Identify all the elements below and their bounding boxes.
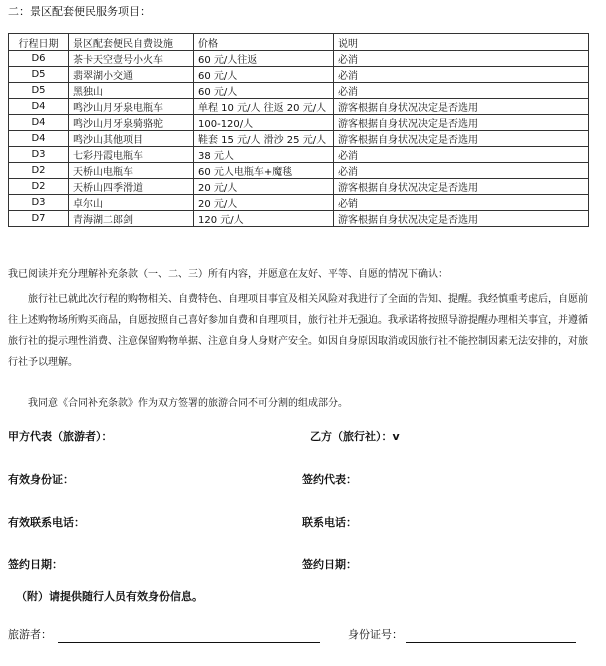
cell-price: 20 元/人 <box>194 179 334 195</box>
cell-note: 游客根据自身状况决定是否选用 <box>334 131 589 147</box>
cell-note: 必消 <box>334 67 589 83</box>
cell-facility: 天桥山电瓶车 <box>69 163 194 179</box>
table-row <box>9 83 589 99</box>
cell-price: 60 元/人往返 <box>194 51 334 67</box>
date-b-label: 签约日期： <box>302 558 357 571</box>
cell-price: 120 元/人 <box>194 211 334 227</box>
table-row <box>9 67 589 83</box>
confirmation-body: 旅行社已就此次行程的购物相关、自费特色、自理项目事宜及相关风险对我进行了全面的告知、提醒。我经慎重考虑后，自愿前往上述购物场所购买商品，自愿按照自己喜好参加自费和自理项目，旅行社并无强迫。我承诺将按照导游提醒办理相关事宜，并遵循旅行社的提示理性消费、注意保留购物单据、注意自身人身财产安全。如因自身原因取消或因旅行社不能控制因素无法安排的，对旅行社予以理解。 <box>8 294 588 368</box>
table-row <box>9 211 589 227</box>
cell-price: 鞋套 15 元/人 滑沙 25 元/人 <box>194 131 334 147</box>
cell-date: D4 <box>9 115 69 131</box>
cell-note: 游客根据自身状况决定是否选用 <box>334 99 589 115</box>
cell-date: D5 <box>9 83 69 99</box>
services-table <box>8 33 589 227</box>
phone-a-label: 有效联系电话： <box>8 516 85 529</box>
cell-note: 游客根据自身状况决定是否选用 <box>334 179 589 195</box>
section-title: 二：景区配套便民服务项目： <box>8 5 151 18</box>
cell-note: 游客根据自身状况决定是否选用 <box>334 211 589 227</box>
cell-facility: 鸣沙山其他项目 <box>69 131 194 147</box>
id-number-label: 身份证号： <box>348 628 403 641</box>
attachment-note: （附）请提供随行人员有效身份信息。 <box>16 590 203 603</box>
cell-note: 必消 <box>334 163 589 179</box>
header-date: 行程日期 <box>9 34 69 51</box>
cell-date: D6 <box>9 51 69 67</box>
table-row <box>9 131 589 147</box>
cell-facility: 黑独山 <box>69 83 194 99</box>
cell-date: D4 <box>9 131 69 147</box>
cell-facility: 茶卡天空壹号小火车 <box>69 51 194 67</box>
party-b-label: 乙方（旅行社）：v <box>310 430 400 443</box>
party-a-label: 甲方代表（旅游者）： <box>8 430 113 443</box>
cell-date: D3 <box>9 195 69 211</box>
cell-price: 60 元人电瓶车+魔毯 <box>194 163 334 179</box>
cell-date: D3 <box>9 147 69 163</box>
cell-date: D2 <box>9 163 69 179</box>
table-row <box>9 163 589 179</box>
cell-facility: 鸣沙山月牙泉电瓶车 <box>69 99 194 115</box>
cell-facility: 卓尔山 <box>69 195 194 211</box>
cell-facility: 鸣沙山月牙泉骑骆驼 <box>69 115 194 131</box>
table-row <box>9 179 589 195</box>
header-facility: 景区配套便民自费设施 <box>69 34 194 51</box>
cell-facility: 七彩丹霞电瓶车 <box>69 147 194 163</box>
table-row <box>9 195 589 211</box>
cell-price: 单程 10 元/人 往返 20 元/人 <box>194 99 334 115</box>
agreement-statement: 我同意《合同补充条款》作为双方签署的旅游合同不可分割的组成部分。 <box>28 398 348 409</box>
table-row <box>9 99 589 115</box>
traveler-signature-line[interactable] <box>58 642 320 643</box>
sign-rep-label: 签约代表： <box>302 473 357 486</box>
header-price: 价格 <box>194 34 334 51</box>
table-header-row <box>9 34 589 51</box>
cell-facility: 天桥山四季滑道 <box>69 179 194 195</box>
table-row <box>9 115 589 131</box>
cell-price: 20 元/人 <box>194 195 334 211</box>
table-row <box>9 51 589 67</box>
cell-date: D4 <box>9 99 69 115</box>
cell-note: 必消 <box>334 83 589 99</box>
traveler-label: 旅游者： <box>8 628 52 641</box>
cell-date: D2 <box>9 179 69 195</box>
table-row <box>9 147 589 163</box>
cell-date: D5 <box>9 67 69 83</box>
cell-facility: 翡翠湖小交通 <box>69 67 194 83</box>
cell-note: 必消 <box>334 51 589 67</box>
cell-price: 60 元/人 <box>194 83 334 99</box>
cell-price: 38 元人 <box>194 147 334 163</box>
id-number-line[interactable] <box>406 642 576 643</box>
cell-price: 60 元/人 <box>194 67 334 83</box>
id-card-label: 有效身份证： <box>8 473 74 486</box>
cell-facility: 青海湖二郎剑 <box>69 211 194 227</box>
header-note: 说明 <box>334 34 589 51</box>
cell-note: 必销 <box>334 195 589 211</box>
cell-note: 必消 <box>334 147 589 163</box>
cell-price: 100-120/人 <box>194 115 334 131</box>
cell-note: 游客根据自身状况决定是否选用 <box>334 115 589 131</box>
phone-b-label: 联系电话： <box>302 516 357 529</box>
cell-date: D7 <box>9 211 69 227</box>
date-a-label: 签约日期： <box>8 558 63 571</box>
confirmation-intro: 我已阅读并充分理解补充条款（一、二、三）所有内容，并愿意在友好、平等、自愿的情况下确认： <box>8 269 448 280</box>
